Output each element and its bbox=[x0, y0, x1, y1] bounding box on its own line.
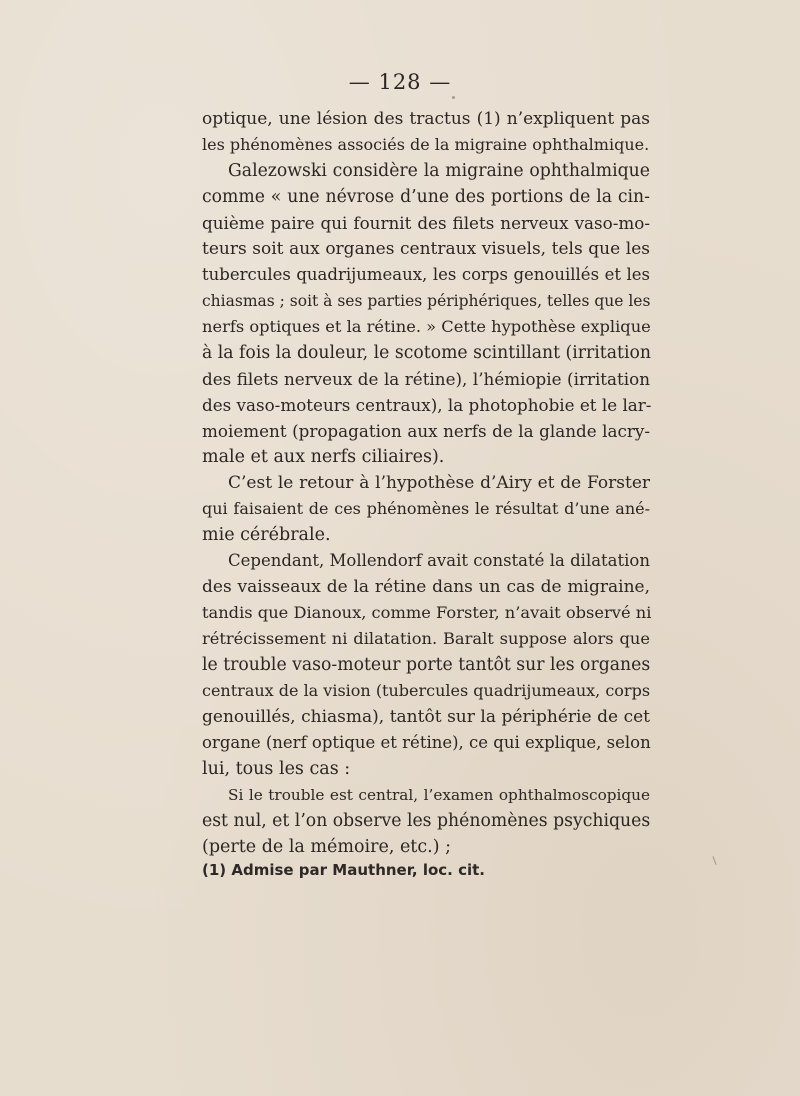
text-line: le trouble vaso-moteur porte tantôt sur les organes bbox=[202, 655, 651, 675]
text-line: chiasmas ; soit à ses parties périphériques, telles que les bbox=[202, 292, 651, 310]
text-line: Galezowski considère la migraine ophthalmique bbox=[228, 161, 650, 181]
text-line: des vaso-moteurs centraux), la photophobie et le lar- bbox=[202, 395, 652, 415]
paper-speck bbox=[452, 96, 455, 99]
text-line: tandis que Dianoux, comme Forster, n’avait observé ni bbox=[202, 603, 652, 622]
text-line: qui faisaient de ces phénomènes le résultat d’une ané- bbox=[202, 499, 650, 518]
text-line: nerfs optiques et la rétine. » Cette hypothèse explique bbox=[202, 317, 651, 336]
text-line: comme « une névrose d’une des portions de la cin- bbox=[202, 187, 650, 207]
text-line: moiement (propagation aux nerfs de la glande lacry- bbox=[202, 421, 650, 441]
text-line: male et aux nerfs ciliaires). bbox=[202, 447, 445, 467]
text-line: genouillés, chiasma), tantôt sur la périphérie de cet bbox=[202, 707, 650, 727]
text-line: (perte de la mémoire, etc.) ; bbox=[202, 837, 451, 857]
text-line: des vaisseaux de la rétine dans un cas de migraine, bbox=[202, 577, 650, 597]
text-line: organe (nerf optique et rétine), ce qui explique, selon bbox=[202, 733, 651, 752]
text-line: lui, tous les cas : bbox=[202, 759, 351, 779]
text-line: des filets nerveux de la rétine), l’hémiopie (irritation bbox=[202, 369, 650, 389]
paper-speck bbox=[712, 856, 716, 865]
text-line: rétrécissement ni dilatation. Baralt suppose alors que bbox=[202, 629, 650, 648]
text-line: est nul, et l’on observe les phénomènes psychiques bbox=[202, 811, 651, 831]
text-line: à la fois la douleur, le scotome scintillant (irritation bbox=[202, 343, 651, 363]
text-line: les phénomènes associés de la migraine ophthalmique. bbox=[202, 135, 650, 154]
footnote: (1) Admise par Mauthner, loc. cit. bbox=[202, 861, 485, 879]
text-line: centraux de la vision (tubercules quadrijumeaux, corps bbox=[202, 681, 651, 700]
body-text bbox=[202, 106, 650, 860]
text-line: Si le trouble est central, l’examen ophthalmoscopique bbox=[228, 786, 650, 804]
text-line: quième paire qui fournit des filets nerveux vaso-mo- bbox=[202, 213, 650, 233]
text-line: optique, une lésion des tractus (1) n’expliquent pas bbox=[202, 109, 650, 129]
page-number: — 128 — bbox=[348, 70, 452, 94]
text-line: tubercules quadrijumeaux, les corps genouillés et les bbox=[202, 265, 650, 284]
text-line: C’est le retour à l’hypothèse d’Airy et de Forster bbox=[228, 473, 650, 493]
text-line: mie cérébrale. bbox=[202, 525, 331, 545]
text-line: teurs soit aux organes centraux visuels, tels que les bbox=[202, 239, 650, 259]
text-line: Cependant, Mollendorf avait constaté la dilatation bbox=[228, 551, 650, 570]
